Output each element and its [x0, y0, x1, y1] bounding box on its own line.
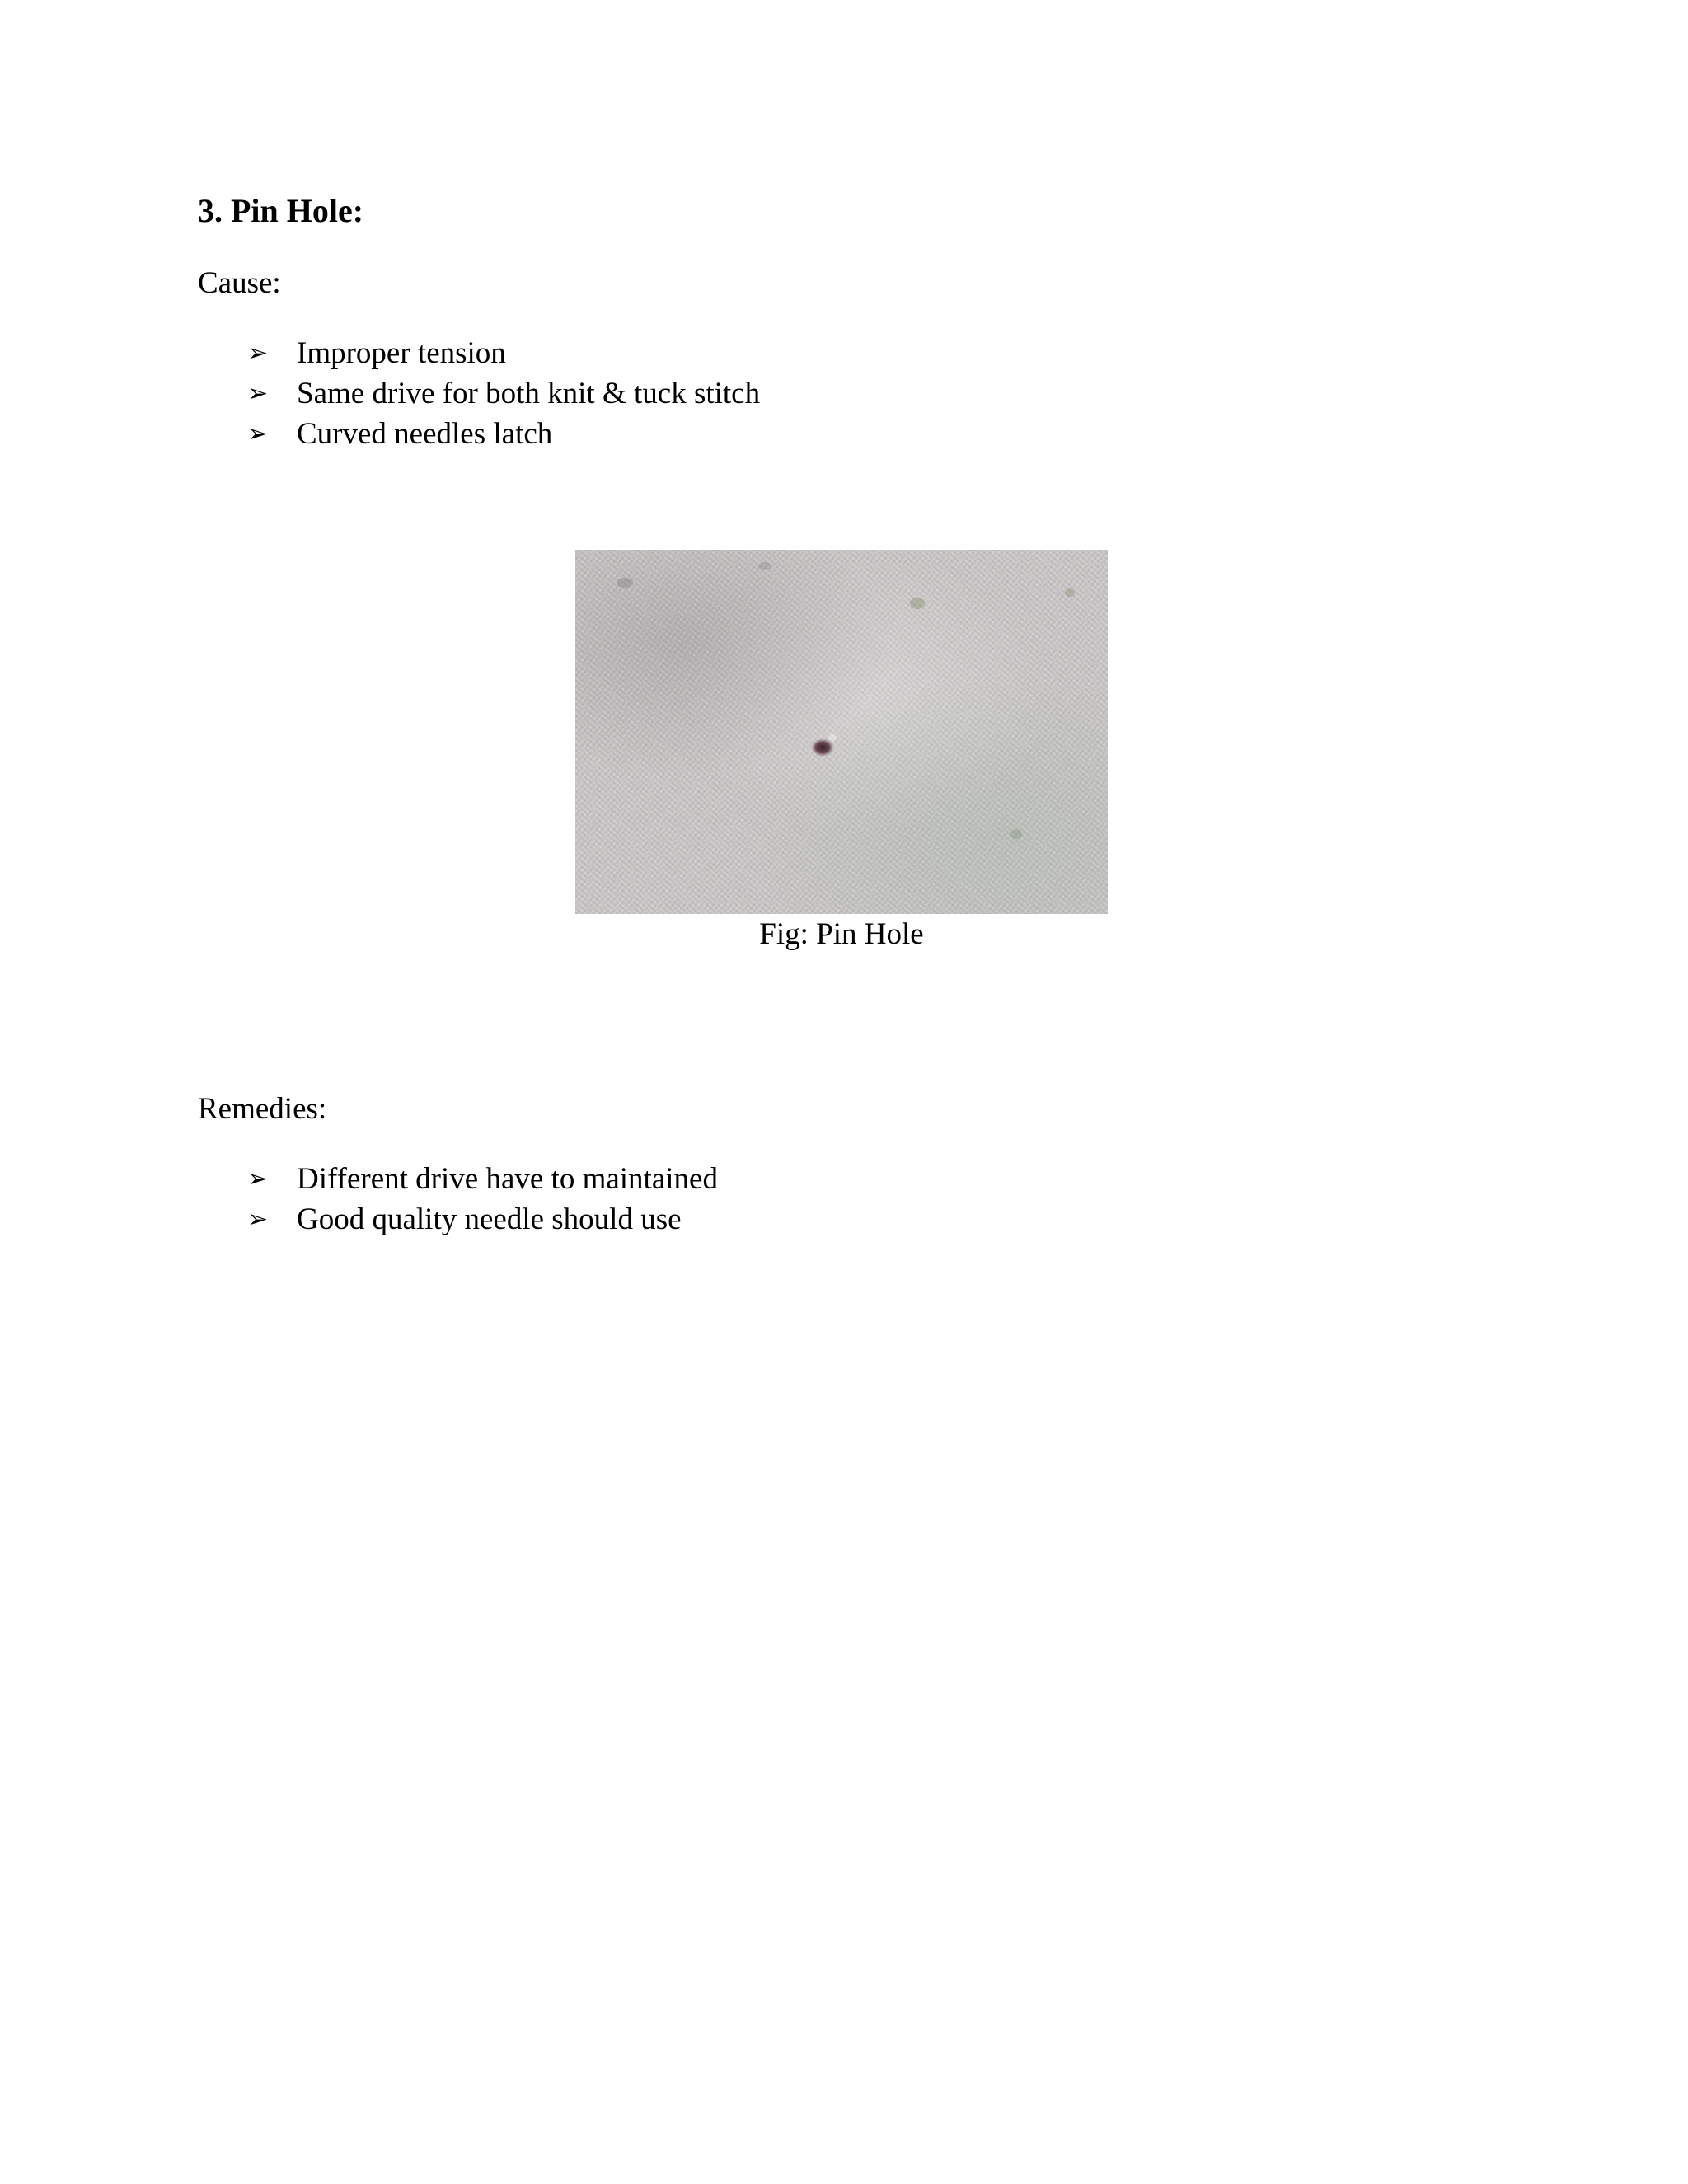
remedies-label: Remedies: — [198, 1092, 327, 1126]
arrow-bullet-icon: ➢ — [247, 1165, 269, 1193]
cause-item-text: Improper tension — [297, 336, 506, 370]
remedy-item-text: Different drive have to maintained — [297, 1162, 718, 1196]
cause-label: Cause: — [198, 266, 281, 300]
arrow-bullet-icon: ➢ — [247, 339, 269, 368]
list-item — [247, 373, 760, 414]
arrow-bullet-icon: ➢ — [247, 1205, 269, 1234]
arrow-bullet-icon: ➢ — [247, 379, 269, 408]
remedies-list — [247, 1159, 718, 1240]
section-heading: 3. Pin Hole: — [198, 192, 364, 229]
pin-hole-fabric-image — [575, 550, 1108, 914]
list-item — [247, 414, 760, 454]
figure-caption: Fig: Pin Hole — [759, 917, 924, 951]
list-item — [247, 1159, 718, 1199]
list-item — [247, 1199, 718, 1240]
fabric-texture-graphic — [575, 550, 1108, 914]
cause-item-text: Curved needles latch — [297, 417, 553, 451]
cause-item-text: Same drive for both knit & tuck stitch — [297, 377, 761, 410]
arrow-bullet-icon: ➢ — [247, 419, 269, 448]
pin-hole-mark — [811, 738, 834, 757]
list-item — [247, 333, 760, 373]
remedy-item-text: Good quality needle should use — [297, 1202, 682, 1236]
cause-list — [247, 333, 760, 454]
